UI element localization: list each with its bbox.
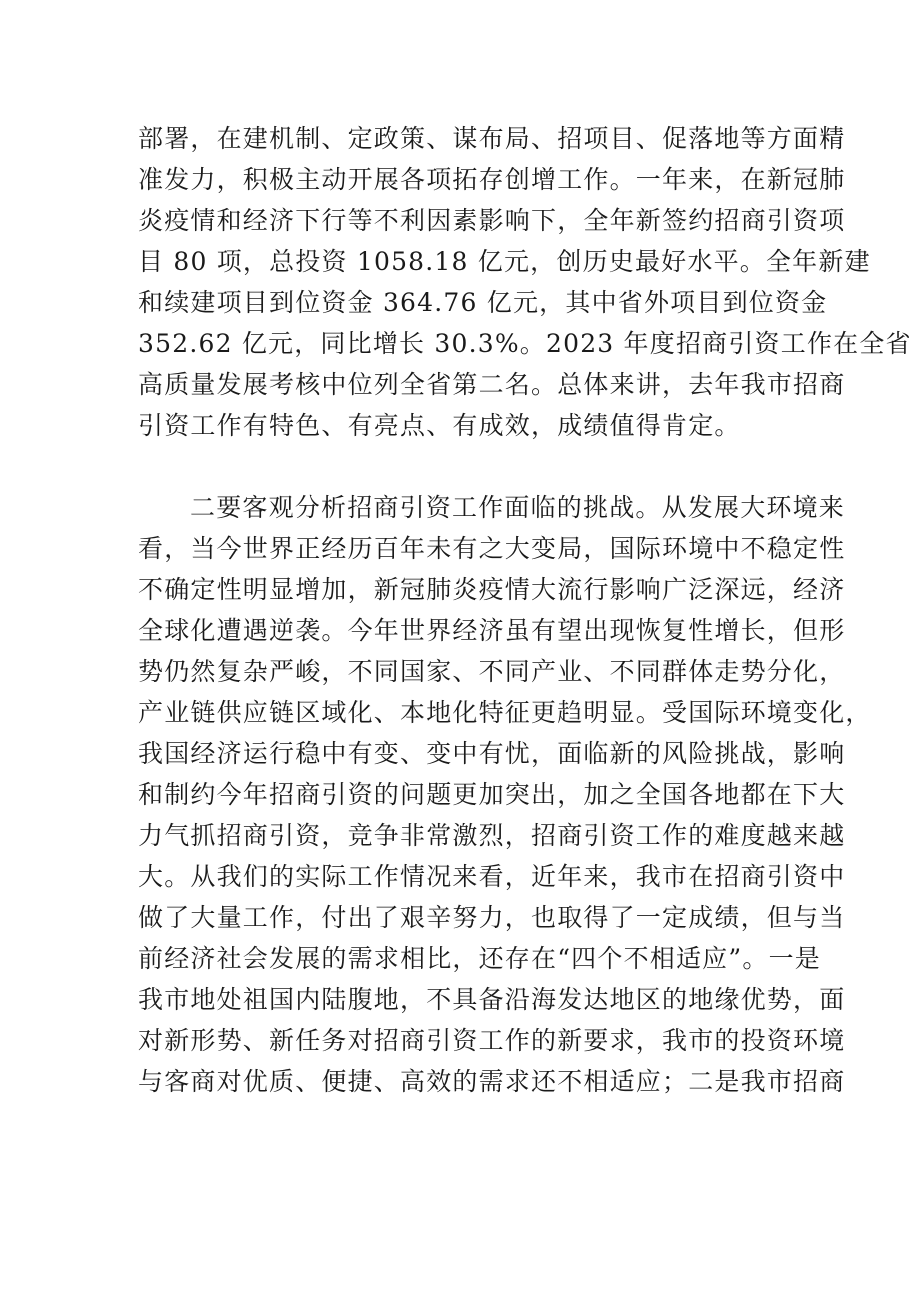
text-line: 全球化遭遇逆袭。今年世界经济虽有望出现恢复性增长，但形 — [138, 616, 846, 645]
text-line: 力气抓招商引资，竞争非常激烈，招商引资工作的难度越来越 — [138, 821, 846, 850]
text-line: 我市地处祖国内陆腹地，不具备沿海发达地区的地缘优势，面 — [138, 985, 846, 1014]
text-line: 部署，在建机制、定政策、谋布局、招项目、促落地等方面精 — [138, 124, 846, 153]
paragraph-2 — [138, 487, 872, 1102]
text-line: 大。从我们的实际工作情况来看，近年来，我市在招商引资中 — [138, 862, 846, 891]
text-line: 引资工作有特色、有亮点、有成效，成绩值得肯定。 — [138, 411, 741, 440]
text-line: 与客商对优质、便捷、高效的需求还不相适应；二是我市招商 — [138, 1067, 846, 1096]
text-line: 准发力，积极主动开展各项拓存创增工作。一年来，在新冠肺 — [138, 165, 846, 194]
text-line: 不确定性明显增加，新冠肺炎疫情大流行影响广泛深远，经济 — [138, 575, 846, 604]
text-line: 对新形势、新任务对招商引资工作的新要求，我市的投资环境 — [138, 1026, 846, 1055]
text-line: 产业链供应链区域化、本地化特征更趋明显。受国际环境变化， — [138, 698, 872, 727]
text-line: 炎疫情和经济下行等不利因素影响下，全年新签约招商引资项 — [138, 206, 846, 235]
paragraph-1 — [138, 118, 912, 446]
text-line: 高质量发展考核中位列全省第二名。总体来讲，去年我市招商 — [138, 370, 846, 399]
text-line: 势仍然复杂严峻，不同国家、不同产业、不同群体走势分化， — [138, 657, 846, 686]
text-line: 前经济社会发展的需求相比，还存在“四个不相适应”。一是 — [138, 944, 821, 973]
text-line: 我国经济运行稳中有变、变中有忧，面临新的风险挑战，影响 — [138, 739, 846, 768]
text-line: 和续建项目到位资金 364.76 亿元，其中省外项目到位资金 — [138, 288, 828, 317]
text-line: 目 80 项，总投资 1058.18 亿元，创历史最好水平。全年新建 — [138, 247, 871, 276]
text-line: 看，当今世界正经历百年未有之大变局，国际环境中不稳定性 — [138, 534, 846, 563]
text-line: 和制约今年招商引资的问题更加突出，加之全国各地都在下大 — [138, 780, 846, 809]
text-line: 做了大量工作，付出了艰辛努力，也取得了一定成绩，但与当 — [138, 903, 846, 932]
text-line: 二要客观分析招商引资工作面临的挑战。从发展大环境来 — [190, 493, 846, 522]
text-line: 352.62 亿元，同比增长 30.3%。2023 年度招商引资工作在全省 — [138, 329, 912, 358]
